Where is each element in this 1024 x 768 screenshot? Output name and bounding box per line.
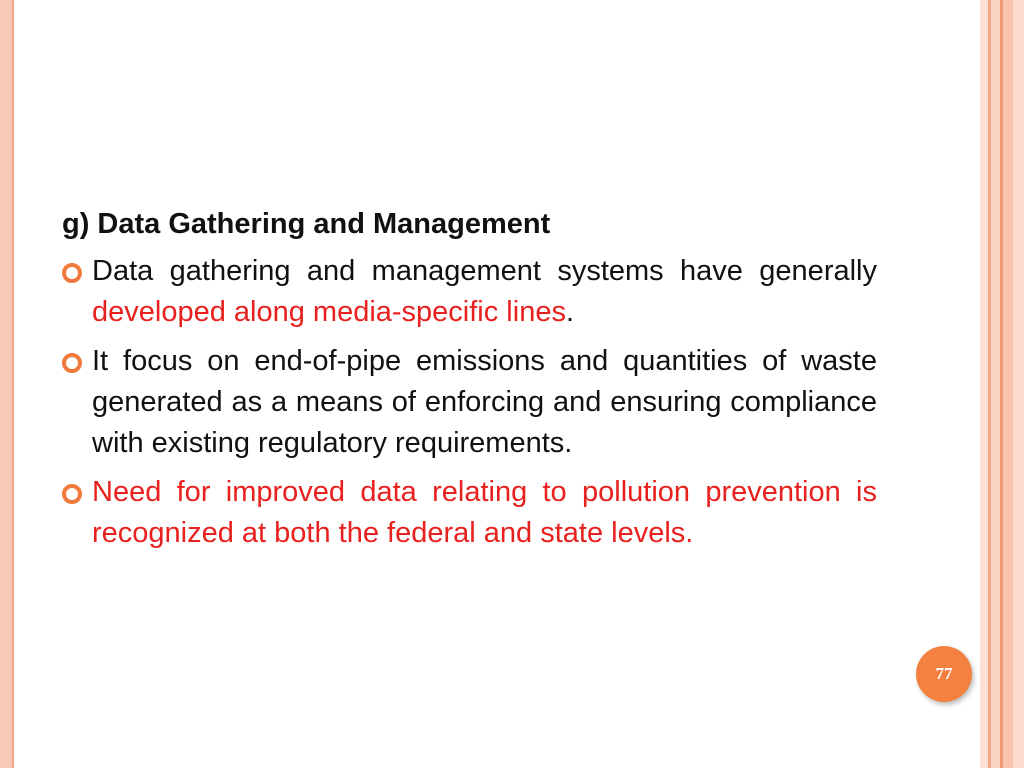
right-border-stripe [1003, 0, 1013, 768]
slide-content [62, 203, 877, 562]
highlighted-text: Need for improved data relating to pollution prevention is recognized at both the federal and state levels. [92, 476, 877, 549]
bullet-text: It focus on end-of-pipe emissions and quantities of waste generated as a means of enforcing and ensuring compliance with existing regulatory requirements. [92, 345, 877, 459]
bullet-item [62, 251, 877, 333]
ring-bullet-icon [62, 484, 82, 504]
bullet-text: . [565, 296, 575, 328]
bullet-text: Data gathering and management systems have generally [92, 255, 877, 287]
ring-bullet-icon [62, 353, 82, 373]
page-number-badge: 77 [916, 646, 972, 702]
bullet-item [62, 341, 877, 464]
left-border-decoration [0, 0, 14, 768]
ring-bullet-icon [62, 263, 82, 283]
bullet-item [62, 472, 877, 554]
right-border-stripe [991, 0, 1000, 768]
highlighted-text: developed along media-specific lines [92, 296, 566, 328]
right-border-stripe [980, 0, 988, 768]
slide-heading: g) Data Gathering and Management [62, 208, 551, 240]
bullet-list [62, 251, 877, 554]
right-border-stripe [1013, 0, 1024, 768]
